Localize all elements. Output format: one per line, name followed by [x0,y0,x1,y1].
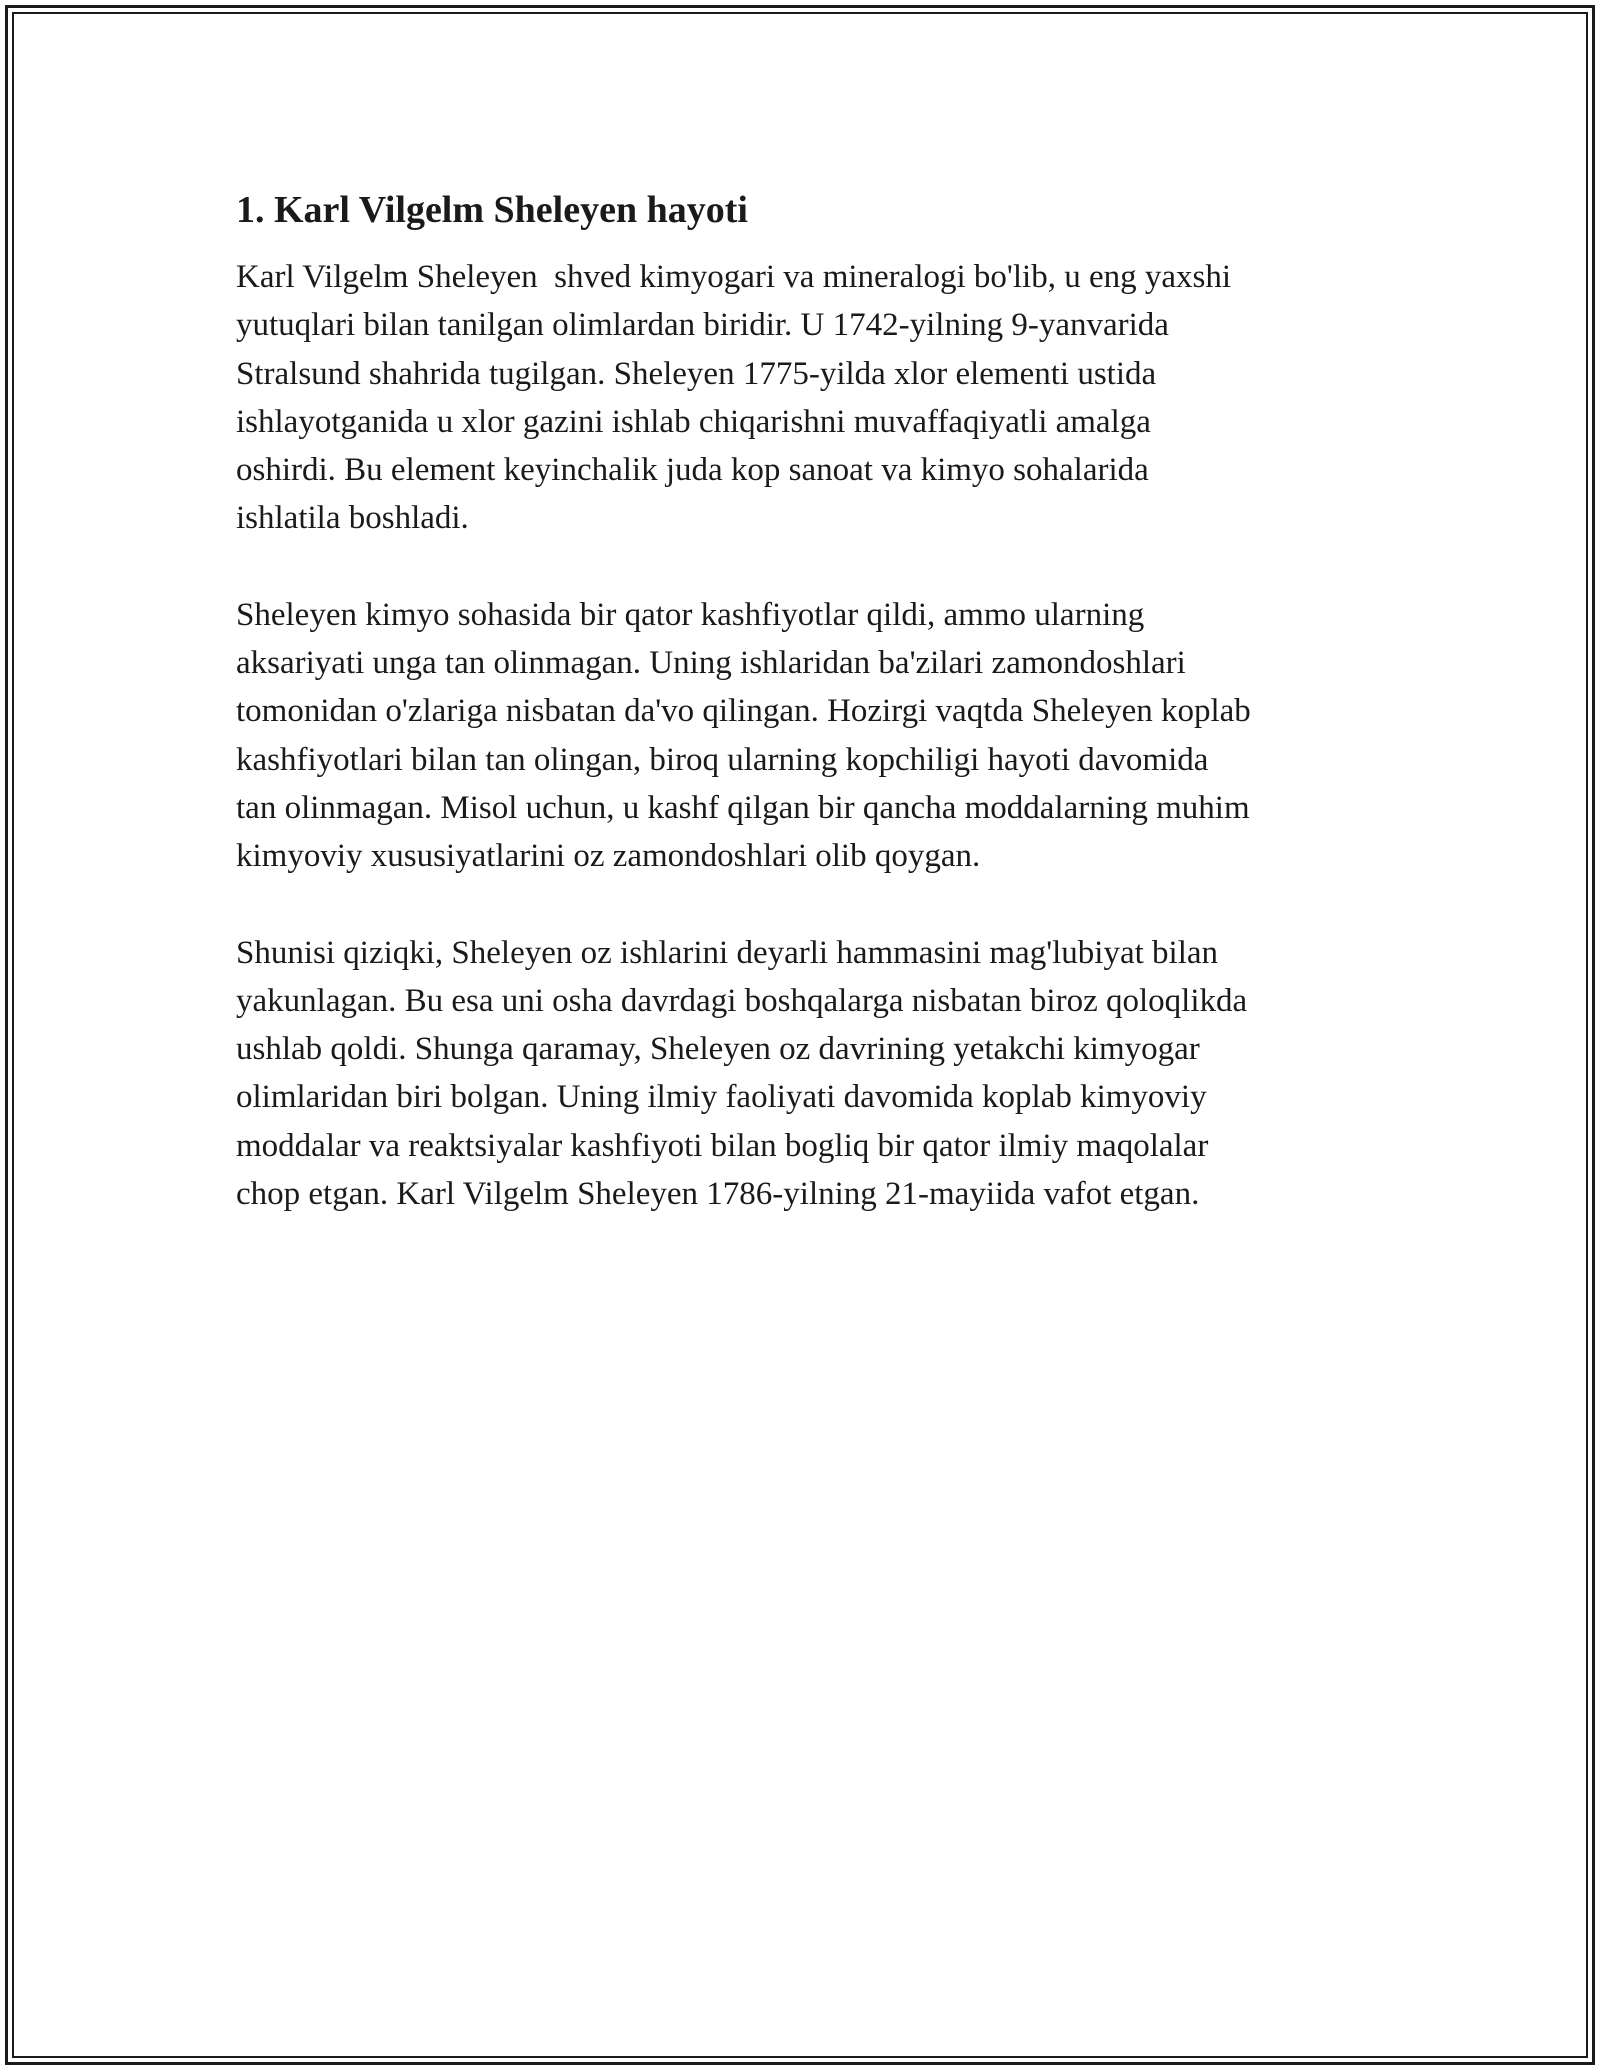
paragraph-line: ishlatila boshladi. [236,500,469,537]
paragraph-line: oshirdi. Bu element keyinchalik juda kop sanoat va kimyo sohalarida [236,452,1149,489]
paragraph-line: moddalar va reaktsiyalar kashfiyoti bilan bogliq bir qator ilmiy maqolalar [236,1127,1209,1164]
paragraph-line: yutuqlari bilan tanilgan olimlardan biridir. U 1742-yilning 9-yanvarida [236,307,1169,344]
paragraph-line: tomonidan o'zlariga nisbatan da'vo qilingan. Hozirgi vaqtda Sheleyen koplab [236,693,1251,730]
paragraph-line: kimyoviy xususiyatlarini oz zamondoshlari olib qoygan. [236,838,981,875]
paragraph-line: Sheleyen kimyo sohasida bir qator kashfiyotlar qildi, ammo ularning [236,596,1145,633]
paragraph-line: ushlab qoldi. Shunga qaramay, Sheleyen oz davrining yetakchi kimyogar [236,1031,1200,1068]
paragraph-line: Shunisi qiziqki, Sheleyen oz ishlarini deyarli hammasini mag'lubiyat bilan [236,934,1219,971]
paragraph-1 [236,253,1376,543]
paragraph-3 [236,929,1376,1219]
paragraph-line: olimlaridan biri bolgan. Uning ilmiy faoliyati davomida koplab kimyoviy [236,1079,1207,1116]
paragraph-line: kashfiyotlari bilan tan olingan, biroq ularning kopchiligi hayoti davomida [236,741,1209,778]
paragraph-line: aksariyati unga tan olinmagan. Uning ishlaridan ba'zilari zamondoshlari [236,645,1186,682]
document-body [236,185,1376,1266]
paragraph-line: tan olinmagan. Misol uchun, u kashf qilgan bir qancha moddalarning muhim [236,789,1250,826]
paragraph-line: Stralsund shahrida tugilgan. Sheleyen 1775-yilda xlor elementi ustida [236,355,1157,392]
paragraph-line: Karl Vilgelm Sheleyen shved kimyogari va mineralogi bo'lib, u eng yaxshi [236,259,1231,295]
paragraph-line: yakunlagan. Bu esa uni osha davrdagi boshqalarga nisbatan biroz qoloqlikda [236,982,1248,1019]
page-title: 1. Karl Vilgelm Sheleyen hayoti [236,189,748,231]
paragraph-line: ishlayotganida u xlor gazini ishlab chiqarishni muvaffaqiyatli amalga [236,403,1151,440]
paragraph-line: chop etgan. Karl Vilgelm Sheleyen 1786-yilning 21-mayiida vafot etgan. [236,1176,1200,1213]
paragraph-2 [236,591,1376,881]
